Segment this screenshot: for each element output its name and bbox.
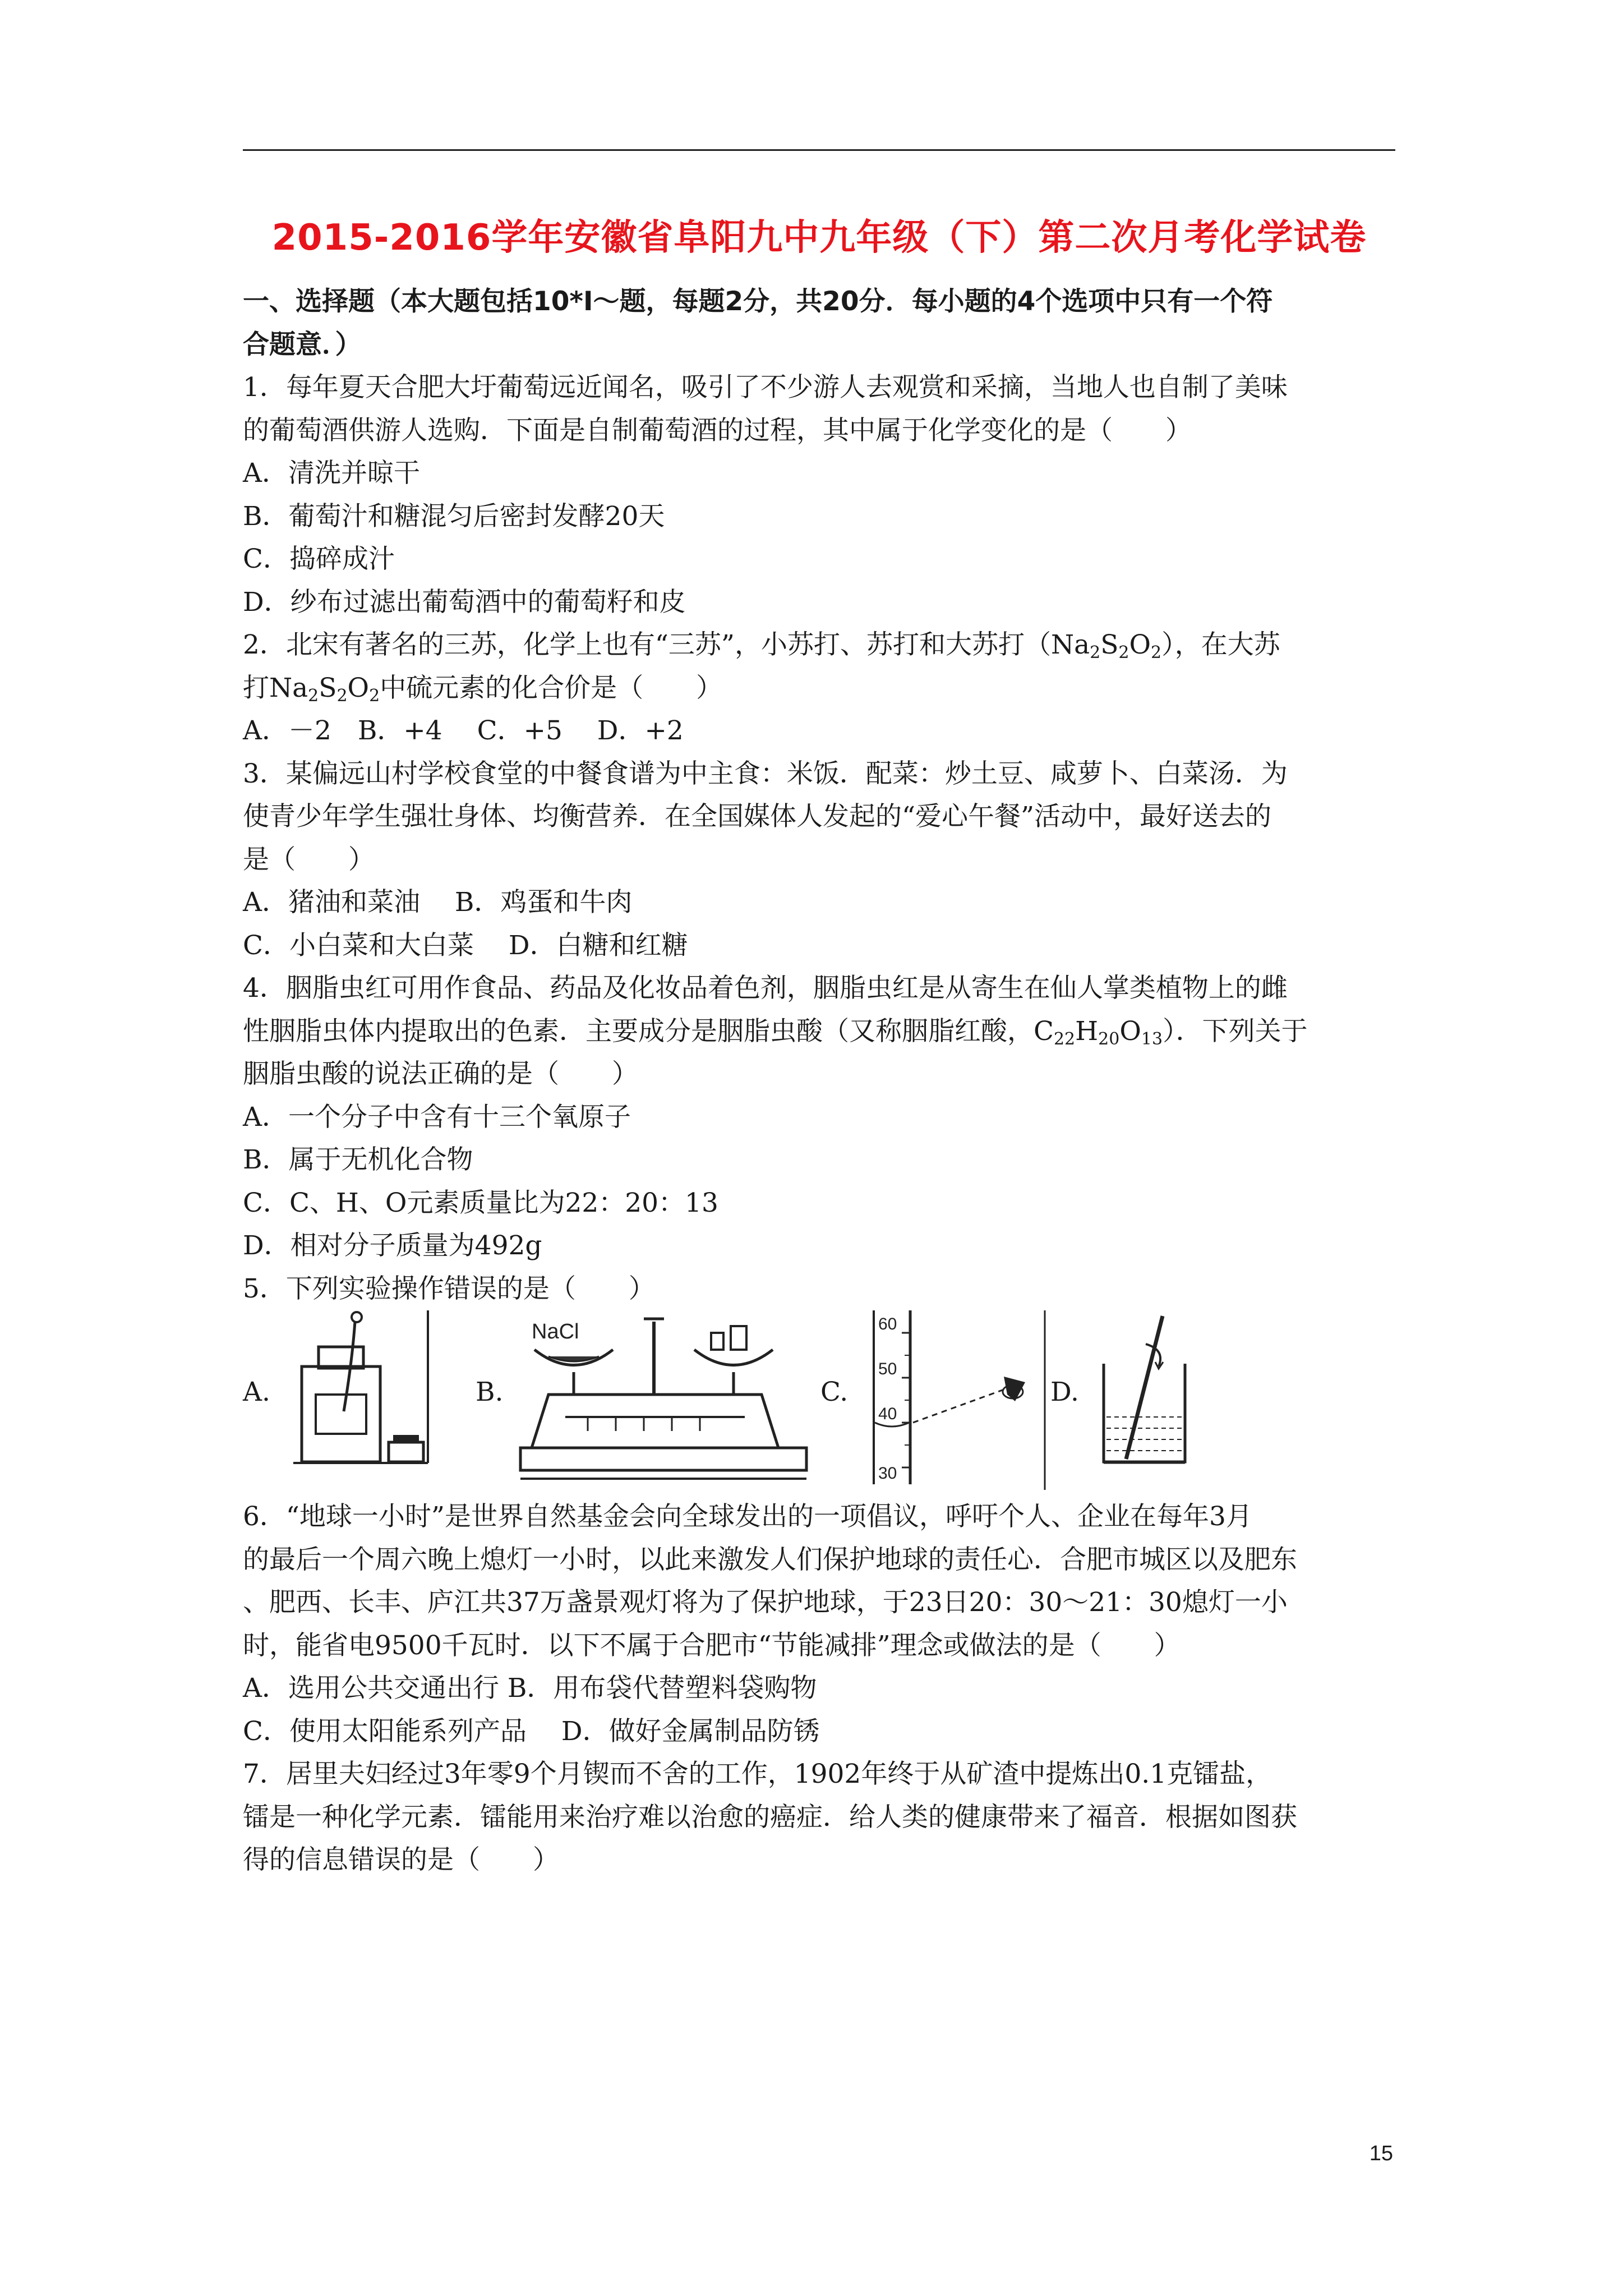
q3-stem-cont: 使青少年学生强壮身体、均衡营养．在全国媒体人发起的“爱心午餐”活动中，最好送去的 — [243, 801, 1272, 832]
q4-option-d: D．相对分子质量为492g — [243, 1230, 542, 1261]
q4-stem: 4．胭脂虫红可用作食品、药品及化妆品着色剂，胭脂虫红是从寄生在仙人掌类植物上的雌 — [243, 973, 1288, 1004]
figure-c-cylinder — [863, 1310, 1053, 1490]
exam-title: 2015-2016学年安徽省阜阳九中九年级（下）第二次月考化学试卷 — [271, 217, 1367, 259]
tick-40: 40 — [878, 1405, 897, 1423]
page-number: 15 — [1369, 2142, 1393, 2165]
q7-stem: 7．居里夫妇经过3年零9个月锲而不舍的工作，1902年终于从矿渣中提炼出0.1克镭盐， — [243, 1759, 1272, 1789]
q2-stem: 2．北宋有著名的三苏，化学上也有“三苏”，小苏打、苏打和大苏打$(Na_2S_2O_2)$，在大苏 — [243, 629, 1280, 662]
section-heading-cont: 合题意．） — [243, 329, 362, 360]
q3-stem: 3．某偏远山村学校食堂的中餐食谱为中主食：米饭．配菜：炒土豆、咸萝卜、白菜汤．为 — [243, 758, 1288, 789]
q5-label-d: D. — [1050, 1377, 1079, 1407]
q4-option-a: A．一个分子中含有十三个氧原子 — [243, 1101, 631, 1133]
q1-option-c: C．捣碎成汁 — [243, 544, 395, 574]
q5-stem: 5．下列实验操作错误的是（ ） — [243, 1273, 655, 1304]
q5-label-c: C. — [820, 1377, 849, 1407]
tick-50: 50 — [878, 1360, 897, 1378]
q7-stem-end: 得的信息错误的是（ ） — [243, 1844, 559, 1875]
q5-label-b: B. — [476, 1377, 504, 1407]
q6-stem-end: 时，能省电9500千瓦时．以下不属于合肥市“节能减排”理念或做法的是（ ） — [243, 1630, 1181, 1661]
tick-60: 60 — [878, 1315, 897, 1333]
q5-label-a: A. — [243, 1377, 270, 1407]
header-rule — [243, 149, 1395, 151]
figure-a-reagent-bottle — [291, 1310, 431, 1473]
q4-stem-end: 胭脂虫酸的说法正确的是（ ） — [243, 1059, 638, 1089]
q1-option-a: A．清洗并晾干 — [243, 458, 420, 489]
exam-body — [243, 280, 1395, 1882]
tick-30: 30 — [878, 1464, 897, 1483]
q4-option-c: C．C、H、O元素质量比为22：20：13 — [243, 1187, 718, 1218]
figure-b-balance — [515, 1310, 812, 1484]
figure-d-beaker — [1092, 1310, 1193, 1473]
section-heading: 一、选择题（本大题包括10*I～题，每题2分，共20分．每小题的4个选项中只有一个符 — [243, 286, 1273, 317]
q4-stem-cont: 性胭脂虫体内提取出的色素．主要成分是胭脂虫酸（又称胭脂红酸，$C_{22}H_{20}O_{13}$）．下列关于 — [243, 1015, 1308, 1049]
q6-options-cd: C．使用太阳能系列产品 D．做好金属制品防锈 — [243, 1715, 820, 1747]
q1-option-d: D．纱布过滤出葡萄酒中的葡萄籽和皮 — [243, 586, 686, 618]
q1-stem: 1．每年夏天合肥大圩葡萄远近闻名，吸引了不少游人去观赏和采摘，当地人也自制了美味 — [243, 372, 1288, 403]
q3-stem-end: 是（ ） — [243, 844, 375, 875]
q6-stem-cont2: 、肥西、长丰、庐江共37万盏景观灯将为了保护地球，于23日20：30～21：30熄灯一小 — [243, 1587, 1288, 1618]
q1-stem-cont: 的葡萄酒供游人选购．下面是自制葡萄酒的过程，其中属于化学变化的是（ ） — [243, 415, 1192, 446]
q6-stem-cont: 的最后一个周六晚上熄灯一小时，以此来激发人们保护地球的责任心．合肥市城区以及肥东 — [243, 1544, 1297, 1575]
q5-figures — [243, 1310, 1395, 1496]
q3-options-ab: A．猪油和菜油 B．鸡蛋和牛肉 — [243, 887, 633, 918]
q2-stem-cont: 打$Na_2S_2O_2$中硫元素的化合价是（ ） — [243, 672, 723, 706]
nacl-label: NaCl — [532, 1320, 579, 1343]
q6-stem: 6．“地球一小时”是世界自然基金会向全球发出的一项倡议，呼吁个人、企业在每年3月 — [243, 1501, 1252, 1532]
q2-options: A．－2 B．+4 C．+5 D．+2 — [243, 715, 684, 746]
q6-options-ab: A．选用公共交通出行 B．用布袋代替塑料袋购物 — [243, 1673, 817, 1704]
q4-option-b: B．属于无机化合物 — [243, 1144, 473, 1175]
q3-options-cd: C．小白菜和大白菜 D．白糖和红糖 — [243, 930, 688, 961]
q7-stem-cont: 镭是一种化学元素．镭能用来治疗难以治愈的癌症．给人类的健康带来了福音．根据如图获 — [243, 1801, 1297, 1833]
q1-option-b: B．葡萄汁和糖混匀后密封发酵20天 — [243, 500, 665, 532]
